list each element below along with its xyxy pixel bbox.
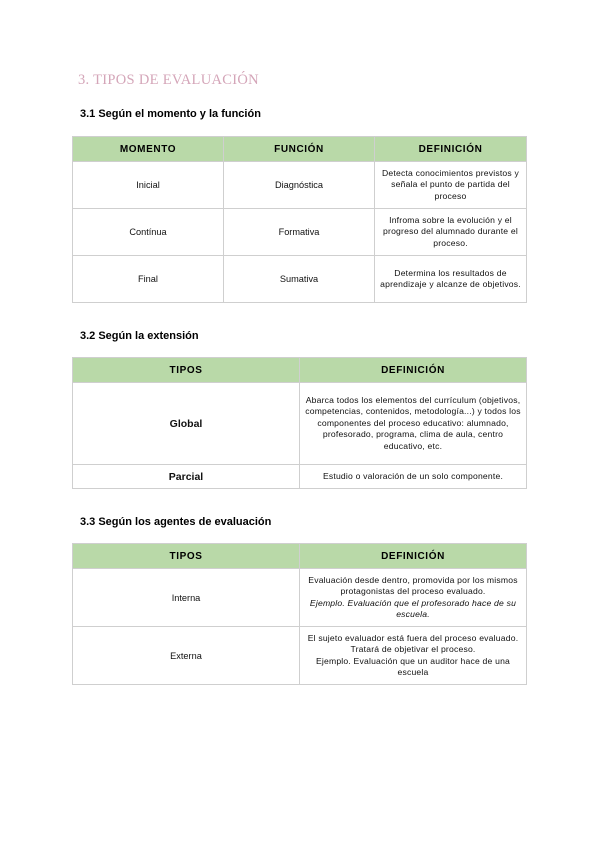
cell-momento: Contínua [73,209,224,256]
definicion-text: El sujeto evaluador está fuera del proceso evaluado. Tratará de objetivar el proceso. [307,632,519,654]
cell-definicion: Abarca todos los elementos del currículum (objetivos, competencias, contenidos, metodología...) y todos los componentes del proceso educativo: alumnado, profesorado, programa, clima de aula, centro educativo, etc. [300,383,527,465]
subsection-title-extension: 3.2 Según la extensión [80,330,199,342]
table-row [73,465,527,489]
definicion-ejemplo: Ejemplo. Evaluación que el profesorado hace de su escuela. [309,597,517,619]
table-momento-funcion [72,136,527,303]
cell-definicion: Detecta conocimientos previstos y señala el punto de partida del proceso [375,162,527,209]
table-row [73,256,527,303]
table-row [73,627,527,685]
cell-momento: Final [73,256,224,303]
section-heading: 3. TIPOS DE EVALUACIÓN [78,72,259,88]
col-header-funcion: FUNCIÓN [224,137,375,162]
cell-funcion: Diagnóstica [224,162,375,209]
subsection-title-agentes: 3.3 Según los agentes de evaluación [80,516,272,528]
subsection-title-momento: 3.1 Según el momento y la función [80,108,261,120]
definicion-text: Evaluación desde dentro, promovida por los mismos protagonistas del proceso evaluado. [308,574,518,596]
cell-tipo: Parcial [73,465,300,489]
col-header-definicion: DEFINICIÓN [300,544,527,569]
table-header-row [73,358,527,383]
table-header-row [73,137,527,162]
cell-tipo: Externa [73,627,300,685]
cell-definicion: Estudio o valoración de un solo componente. [300,465,527,489]
col-header-momento: MOMENTO [73,137,224,162]
cell-tipo: Global [73,383,300,465]
cell-funcion: Sumativa [224,256,375,303]
col-header-tipos: TIPOS [73,544,300,569]
col-header-definicion: DEFINICIÓN [300,358,527,383]
cell-funcion: Formativa [224,209,375,256]
cell-momento: Inicial [73,162,224,209]
table-header-row [73,544,527,569]
cell-tipo: Interna [73,569,300,627]
definicion-ejemplo: Ejemplo. Evaluación que un auditor hace de una escuela [315,655,511,677]
cell-definicion [300,627,527,685]
cell-definicion: Infroma sobre la evolución y el progreso del alumnado durante el proceso. [375,209,527,256]
table-agentes [72,543,527,685]
cell-definicion [300,569,527,627]
table-row [73,569,527,627]
table-row [73,209,527,256]
cell-definicion: Determina los resultados de aprendizaje y alcanze de objetivos. [375,256,527,303]
table-row [73,162,527,209]
col-header-tipos: TIPOS [73,358,300,383]
table-row [73,383,527,465]
col-header-definicion: DEFINICIÓN [375,137,527,162]
table-extension [72,357,527,489]
